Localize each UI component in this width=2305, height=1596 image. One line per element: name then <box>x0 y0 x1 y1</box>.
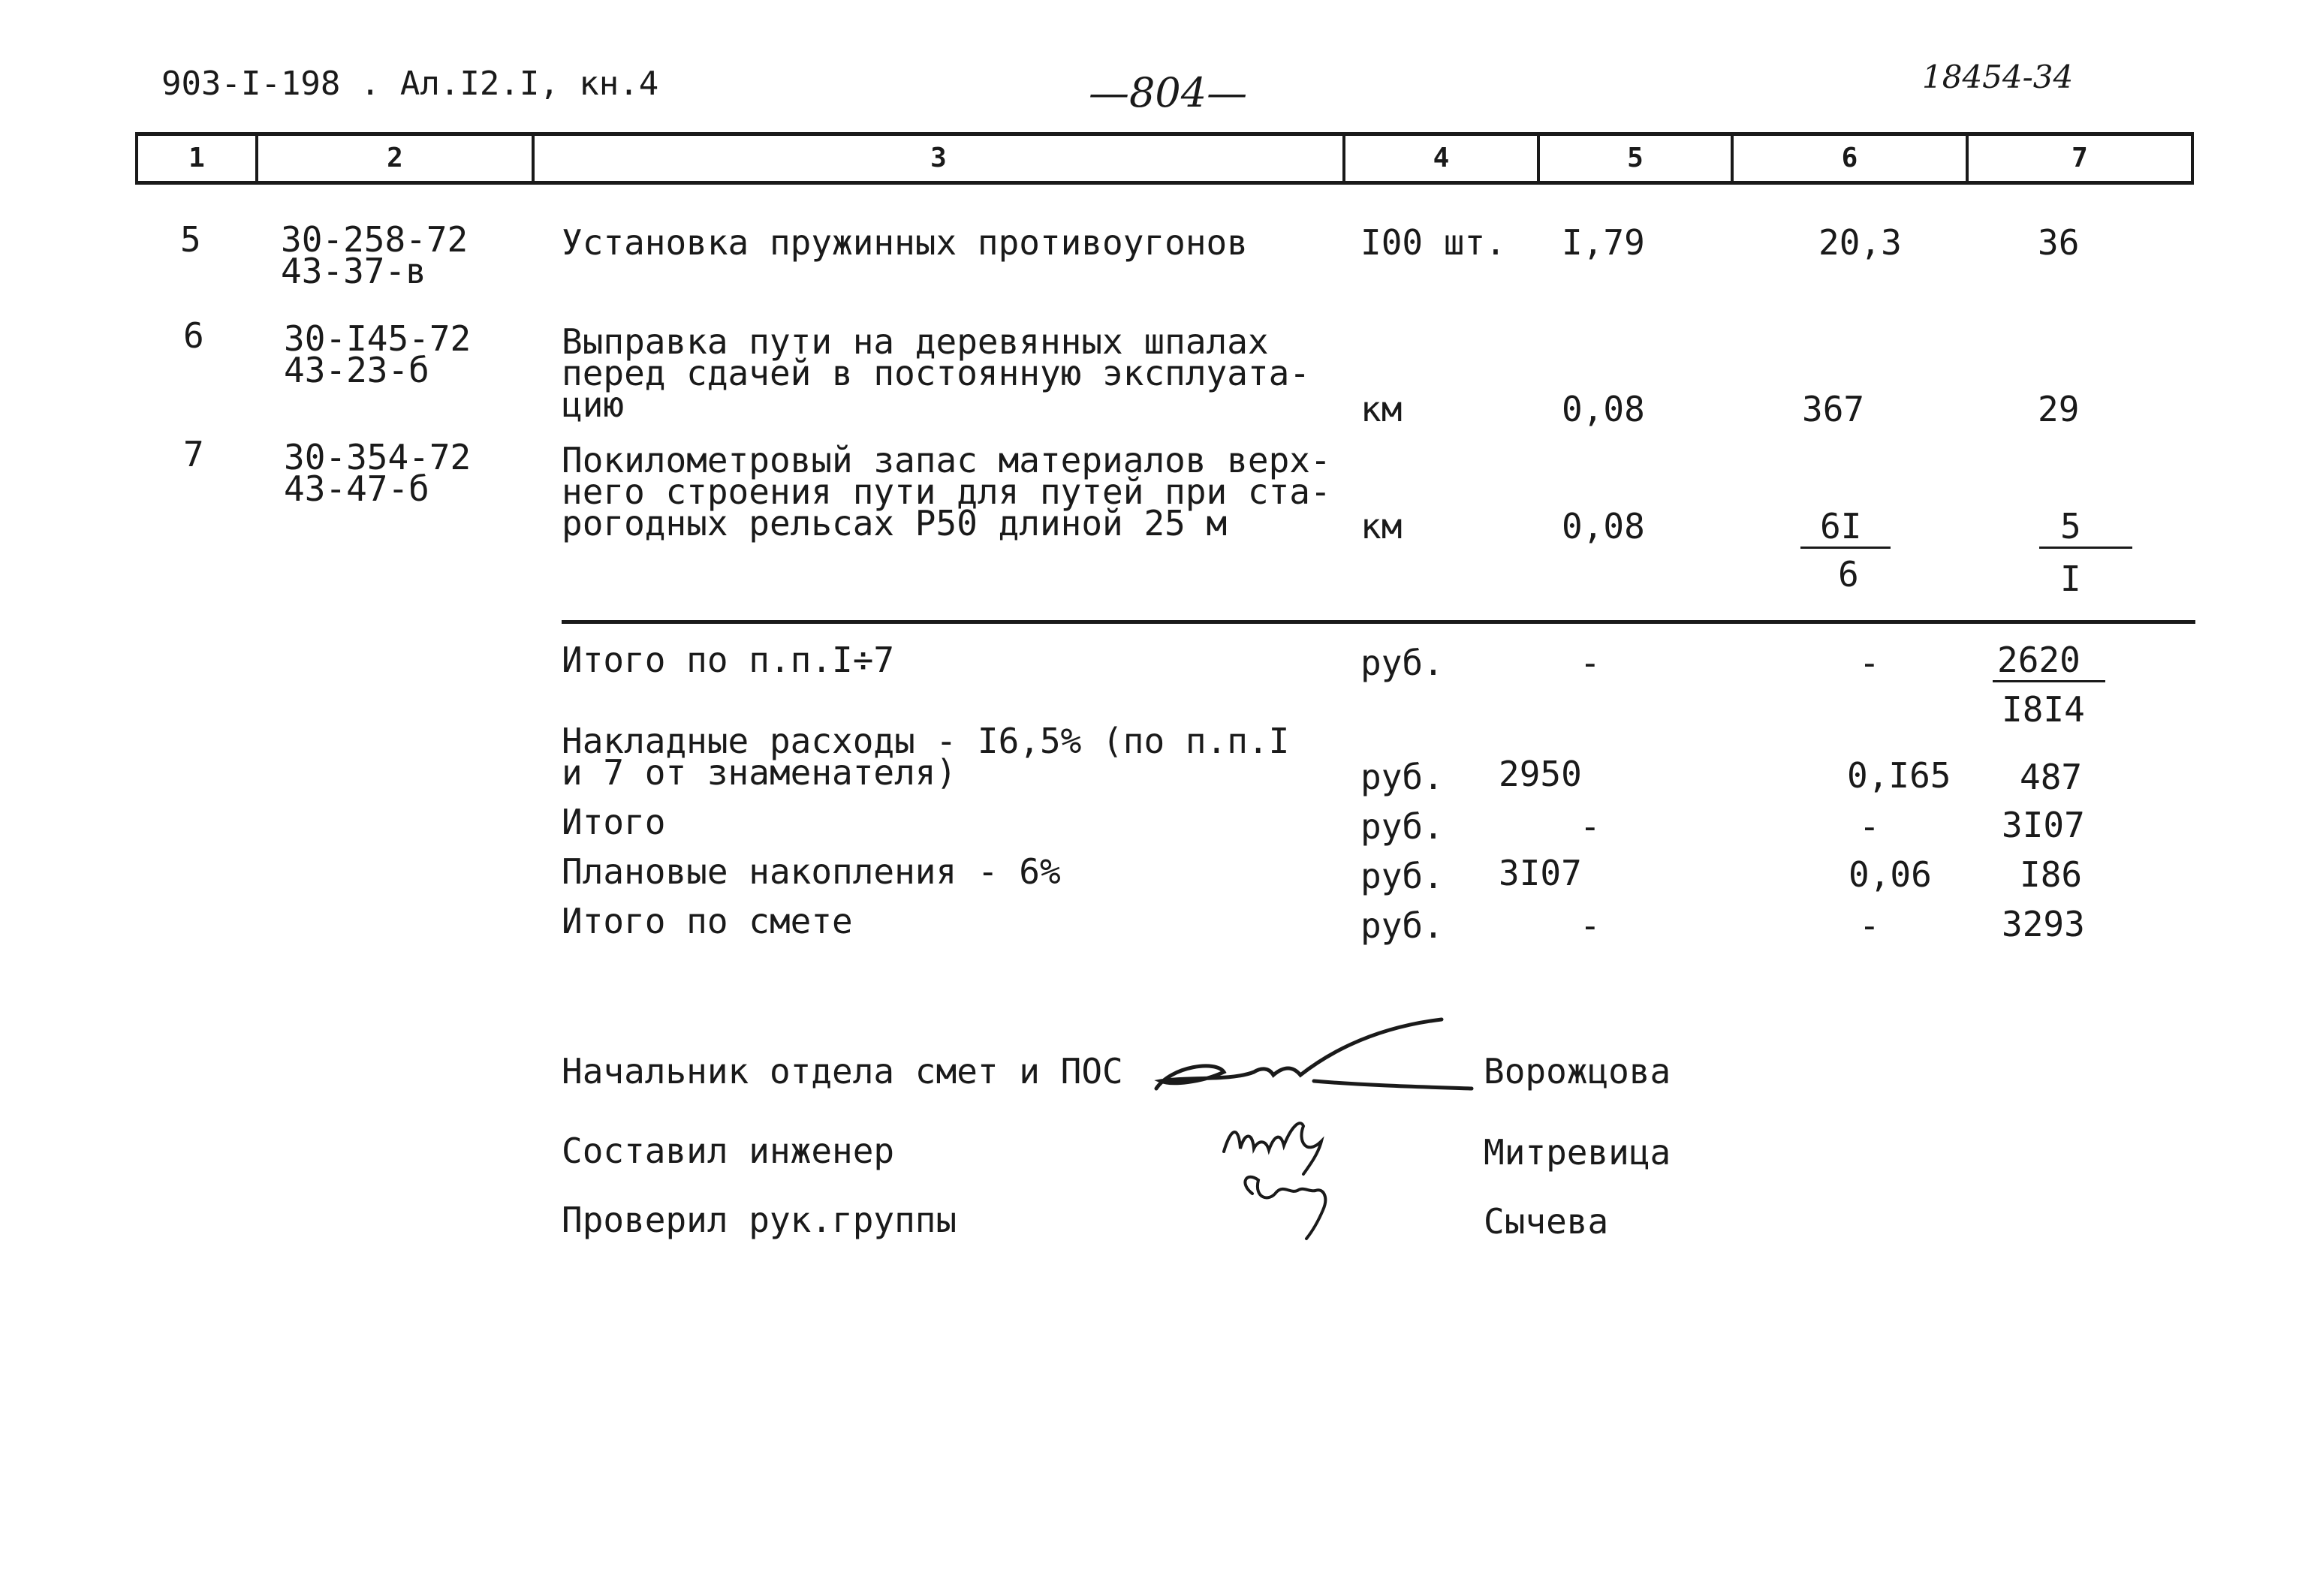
sum: 3I07 <box>2002 805 2085 845</box>
row-number: 5 <box>180 219 201 260</box>
norm-code: 30-354-72 <box>284 437 472 477</box>
work-description: цию <box>562 384 625 425</box>
base-amount: - <box>1580 643 1601 683</box>
document-code: 903-I-198 . Ал.I2.I, кн.4 <box>161 65 659 103</box>
sum-denominator: I8I4 <box>2002 689 2085 730</box>
total-cost: 29 <box>2038 389 2080 429</box>
total-cost-denominator: I <box>2060 559 2081 599</box>
base-amount: - <box>1580 905 1601 946</box>
unit: руб. <box>1360 757 1444 797</box>
column-number: 7 <box>2071 143 2088 173</box>
signatory-name: Митревица <box>1484 1132 1671 1173</box>
row-number: 7 <box>183 434 204 474</box>
totals-label: Плановые накопления - 6% <box>562 851 1061 892</box>
norm-code: 30-258-72 <box>281 219 469 260</box>
unit: руб. <box>1360 643 1444 683</box>
quantity: 0,08 <box>1562 506 1645 547</box>
rate: - <box>1859 806 1880 847</box>
work-description: перед сдачей в постоянную эксплуата- <box>562 353 1310 393</box>
unit-price: 367 <box>1802 389 1865 429</box>
column-number: 2 <box>387 143 403 173</box>
signatory-role: Проверил рук.группы <box>562 1200 957 1240</box>
work-description: Выправка пути на деревянных шпалах <box>562 321 1269 362</box>
norm-code: 43-47-б <box>284 468 429 509</box>
totals-label: Итого по п.п.I÷7 <box>562 640 895 680</box>
fraction-bar <box>2039 547 2132 549</box>
totals-label: и 7 от знаменателя) <box>562 752 957 793</box>
archive-number: 18454-34 <box>1922 59 2074 95</box>
sum: 487 <box>2020 757 2083 797</box>
base-amount: - <box>1580 806 1601 847</box>
work-description: Покилометровый запас материалов верх- <box>562 440 1331 480</box>
unit-price-numerator: 6I <box>1820 506 1862 547</box>
column-number: 6 <box>1841 143 1858 173</box>
rate: 0,I65 <box>1847 755 1951 796</box>
total-cost-numerator: 5 <box>2060 506 2081 547</box>
rate: 0,06 <box>1849 854 1932 895</box>
norm-code: 30-I45-72 <box>284 318 472 359</box>
totals-label: Накладные расходы - I6,5% (по п.п.I <box>562 721 1290 761</box>
column-number: 5 <box>1627 143 1644 173</box>
quantity: 0,08 <box>1562 389 1645 429</box>
unit: руб. <box>1360 806 1444 847</box>
unit: I00 шт. <box>1360 222 1506 263</box>
fraction-bar <box>1993 680 2105 682</box>
total-cost: 36 <box>2038 222 2080 263</box>
base-amount: 3I07 <box>1499 853 1582 893</box>
column-number: 1 <box>188 143 205 173</box>
signatory-role: Начальник отдела смет и ПОС <box>562 1051 1123 1092</box>
unit: км <box>1360 506 1403 547</box>
totals-label: Итого по смете <box>562 901 853 941</box>
handwritten-signatures <box>1126 1013 1487 1254</box>
signatory-role: Составил инженер <box>562 1131 895 1171</box>
unit: руб. <box>1360 905 1444 946</box>
column-number: 4 <box>1433 143 1450 173</box>
unit: км <box>1360 389 1403 429</box>
column-number: 3 <box>930 143 947 173</box>
sum-numerator: 2620 <box>1997 640 2081 680</box>
rate: - <box>1859 643 1880 683</box>
work-description: него строения пути для путей при ста- <box>562 471 1331 512</box>
signatory-name: Сычева <box>1484 1201 1609 1242</box>
quantity: I,79 <box>1562 222 1645 263</box>
unit-price: 20,3 <box>1818 222 1902 263</box>
norm-code: 43-37-в <box>281 251 426 291</box>
signatory-name: Ворожцова <box>1484 1051 1671 1092</box>
page-number: —804— <box>1089 69 1248 116</box>
sum: 3293 <box>2002 904 2085 944</box>
unit: руб. <box>1360 856 1444 896</box>
totals-label: Итого <box>562 802 666 842</box>
norm-code: 43-23-б <box>284 350 429 390</box>
base-amount: 2950 <box>1499 754 1582 794</box>
totals-separator <box>562 620 2195 624</box>
work-description: Установка пружинных противоугонов <box>562 222 1248 263</box>
row-number: 6 <box>183 315 204 356</box>
sum: I86 <box>2020 854 2083 895</box>
work-description: рогодных рельсах Р50 длиной 25 м <box>562 503 1228 544</box>
rate: - <box>1859 905 1880 946</box>
fraction-bar <box>1800 547 1891 549</box>
unit-price-denominator: 6 <box>1838 554 1859 595</box>
